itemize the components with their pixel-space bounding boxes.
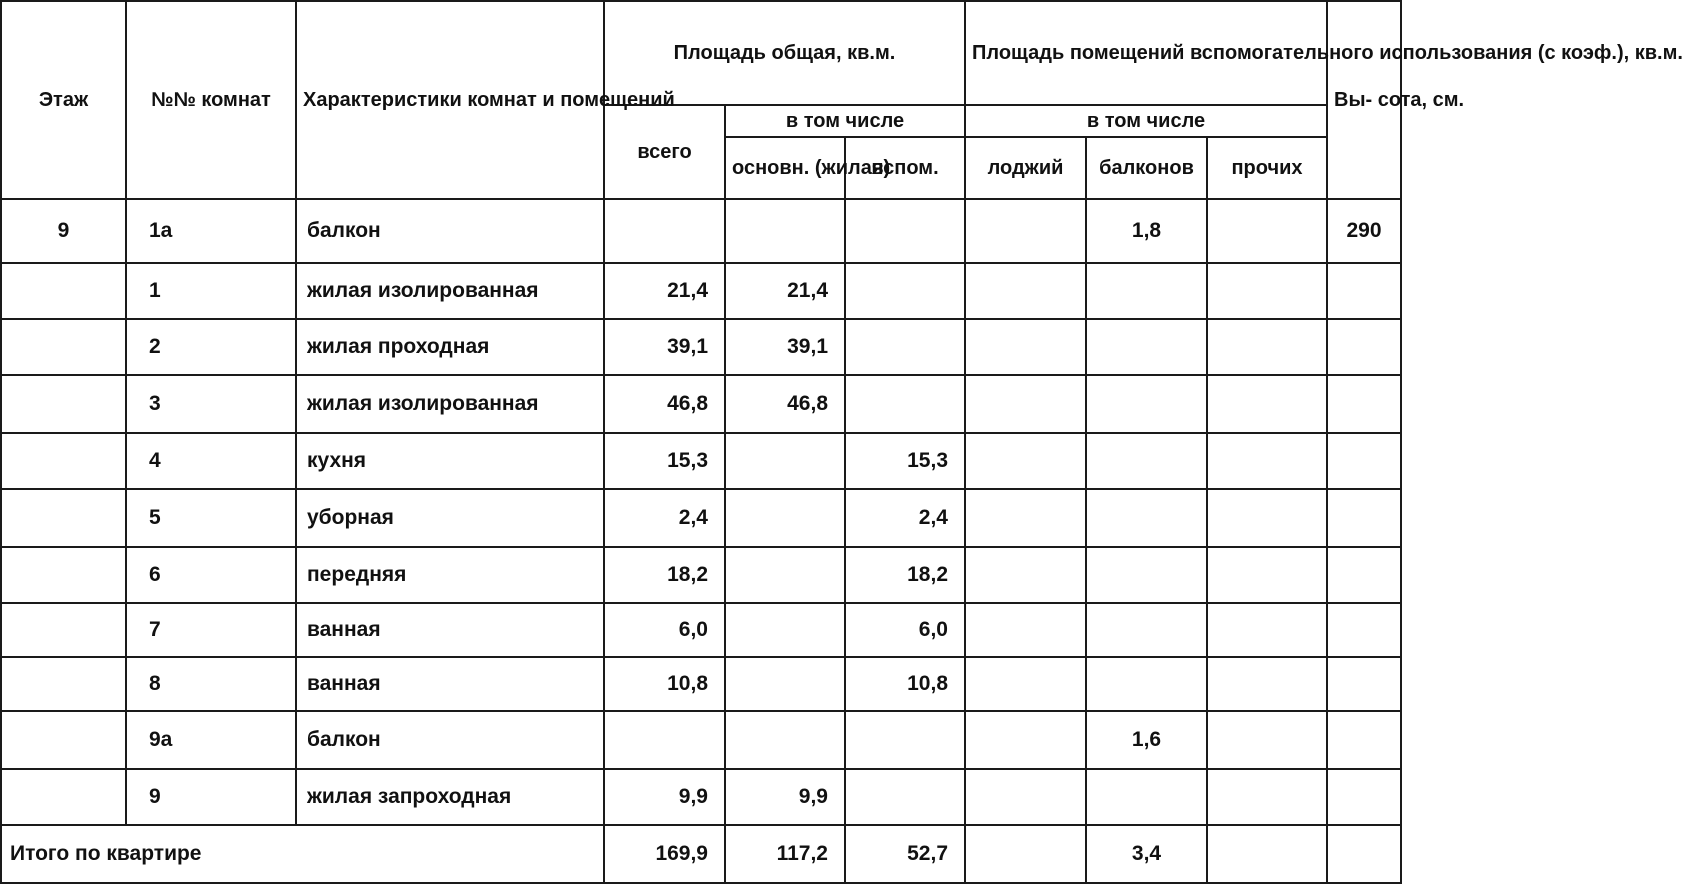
cell-loggia — [965, 769, 1086, 825]
cell-aux: 10,8 — [845, 657, 965, 711]
header-main: основн. (жилая) — [725, 137, 845, 199]
cell-floor — [1, 375, 126, 433]
cell-room: 2 — [126, 319, 296, 375]
cell-room: 9а — [126, 711, 296, 769]
cell-aux: 15,3 — [845, 433, 965, 489]
table-row — [1, 375, 1401, 433]
cell-total: 10,8 — [604, 657, 725, 711]
cell-balcony — [1086, 769, 1207, 825]
cell-room: 7 — [126, 603, 296, 657]
cell-aux: 6,0 — [845, 603, 965, 657]
cell-floor — [1, 711, 126, 769]
cell-total: 9,9 — [604, 769, 725, 825]
header-rooms: №№ комнат — [126, 1, 296, 199]
cell-desc: балкон — [296, 199, 604, 263]
header-including-1: в том числе — [725, 105, 965, 137]
cell-other — [1207, 199, 1327, 263]
cell-other — [1207, 603, 1327, 657]
cell-balcony — [1086, 375, 1207, 433]
cell-main — [725, 489, 845, 547]
table-row — [1, 657, 1401, 711]
cell-height — [1327, 263, 1401, 319]
cell-other — [1207, 657, 1327, 711]
cell-loggia — [965, 547, 1086, 603]
cell-aux: 2,4 — [845, 489, 965, 547]
table-row — [1, 199, 1401, 263]
cell-aux — [845, 769, 965, 825]
cell-loggia — [965, 711, 1086, 769]
cell-loggia — [965, 603, 1086, 657]
totals-label: Итого по квартире — [1, 825, 604, 883]
cell-desc: жилая проходная — [296, 319, 604, 375]
cell-floor — [1, 263, 126, 319]
cell-loggia — [965, 263, 1086, 319]
totals-row — [1, 825, 1401, 883]
cell-room: 1а — [126, 199, 296, 263]
cell-aux: 18,2 — [845, 547, 965, 603]
totals-height — [1327, 825, 1401, 883]
cell-height — [1327, 657, 1401, 711]
cell-floor — [1, 657, 126, 711]
totals-loggia — [965, 825, 1086, 883]
totals-other — [1207, 825, 1327, 883]
header-loggias: лоджий — [965, 137, 1086, 199]
cell-floor — [1, 489, 126, 547]
cell-balcony — [1086, 489, 1207, 547]
cell-balcony: 1,6 — [1086, 711, 1207, 769]
cell-total: 2,4 — [604, 489, 725, 547]
cell-height: 290 — [1327, 199, 1401, 263]
totals-aux: 52,7 — [845, 825, 965, 883]
header-row-1 — [1, 1, 1401, 105]
table-row — [1, 319, 1401, 375]
table-row — [1, 769, 1401, 825]
cell-room: 8 — [126, 657, 296, 711]
cell-height — [1327, 711, 1401, 769]
cell-total — [604, 711, 725, 769]
cell-height — [1327, 433, 1401, 489]
cell-other — [1207, 711, 1327, 769]
cell-floor: 9 — [1, 199, 126, 263]
cell-loggia — [965, 657, 1086, 711]
table-row — [1, 547, 1401, 603]
cell-main — [725, 657, 845, 711]
cell-main — [725, 547, 845, 603]
cell-floor — [1, 433, 126, 489]
cell-height — [1327, 547, 1401, 603]
cell-other — [1207, 489, 1327, 547]
cell-other — [1207, 769, 1327, 825]
cell-desc: жилая запроходная — [296, 769, 604, 825]
cell-height — [1327, 319, 1401, 375]
cell-aux — [845, 319, 965, 375]
cell-floor — [1, 319, 126, 375]
header-total-area: Площадь общая, кв.м. — [604, 1, 965, 105]
cell-desc: ванная — [296, 657, 604, 711]
cell-balcony: 1,8 — [1086, 199, 1207, 263]
table-row — [1, 263, 1401, 319]
cell-balcony — [1086, 603, 1207, 657]
header-including-2: в том числе — [965, 105, 1327, 137]
cell-desc: ванная — [296, 603, 604, 657]
cell-aux — [845, 199, 965, 263]
cell-other — [1207, 263, 1327, 319]
cell-main: 39,1 — [725, 319, 845, 375]
header-characteristics: Характеристики комнат и помещений — [296, 1, 604, 199]
cell-total: 39,1 — [604, 319, 725, 375]
table-row — [1, 433, 1401, 489]
cell-room: 3 — [126, 375, 296, 433]
table-row — [1, 711, 1401, 769]
cell-room: 6 — [126, 547, 296, 603]
cell-main — [725, 711, 845, 769]
cell-desc: уборная — [296, 489, 604, 547]
cell-total — [604, 199, 725, 263]
totals-balcony: 3,4 — [1086, 825, 1207, 883]
cell-main — [725, 433, 845, 489]
cell-balcony — [1086, 319, 1207, 375]
cell-main — [725, 199, 845, 263]
cell-room: 1 — [126, 263, 296, 319]
header-aux-area: Площадь помещений вспомогательного использования (с коэф.), кв.м. — [965, 1, 1327, 105]
cell-main: 21,4 — [725, 263, 845, 319]
cell-loggia — [965, 319, 1086, 375]
cell-height — [1327, 769, 1401, 825]
cell-other — [1207, 547, 1327, 603]
header-height: Вы- сота, см. — [1327, 1, 1401, 199]
cell-total: 21,4 — [604, 263, 725, 319]
cell-height — [1327, 489, 1401, 547]
cell-aux — [845, 711, 965, 769]
cell-total: 18,2 — [604, 547, 725, 603]
table-row — [1, 489, 1401, 547]
cell-main: 46,8 — [725, 375, 845, 433]
cell-room: 4 — [126, 433, 296, 489]
header-total: всего — [604, 105, 725, 199]
cell-loggia — [965, 375, 1086, 433]
cell-other — [1207, 433, 1327, 489]
cell-aux — [845, 375, 965, 433]
cell-other — [1207, 319, 1327, 375]
cell-room: 5 — [126, 489, 296, 547]
cell-loggia — [965, 433, 1086, 489]
table-row — [1, 603, 1401, 657]
cell-total: 6,0 — [604, 603, 725, 657]
totals-total: 169,9 — [604, 825, 725, 883]
cell-room: 9 — [126, 769, 296, 825]
cell-balcony — [1086, 433, 1207, 489]
header-aux: вспом. — [845, 137, 965, 199]
cell-loggia — [965, 489, 1086, 547]
cell-desc: кухня — [296, 433, 604, 489]
cell-desc: передняя — [296, 547, 604, 603]
cell-main: 9,9 — [725, 769, 845, 825]
cell-other — [1207, 375, 1327, 433]
cell-balcony — [1086, 263, 1207, 319]
cell-height — [1327, 603, 1401, 657]
totals-main: 117,2 — [725, 825, 845, 883]
cell-balcony — [1086, 657, 1207, 711]
header-floor: Этаж — [1, 1, 126, 199]
cell-total: 46,8 — [604, 375, 725, 433]
header-balconies: балконов — [1086, 137, 1207, 199]
cell-floor — [1, 547, 126, 603]
cell-floor — [1, 603, 126, 657]
cell-height — [1327, 375, 1401, 433]
cell-aux — [845, 263, 965, 319]
cell-desc: балкон — [296, 711, 604, 769]
cell-main — [725, 603, 845, 657]
cell-balcony — [1086, 547, 1207, 603]
cell-total: 15,3 — [604, 433, 725, 489]
header-other: прочих — [1207, 137, 1327, 199]
cell-desc: жилая изолированная — [296, 375, 604, 433]
cell-floor — [1, 769, 126, 825]
cell-loggia — [965, 199, 1086, 263]
cell-desc: жилая изолированная — [296, 263, 604, 319]
